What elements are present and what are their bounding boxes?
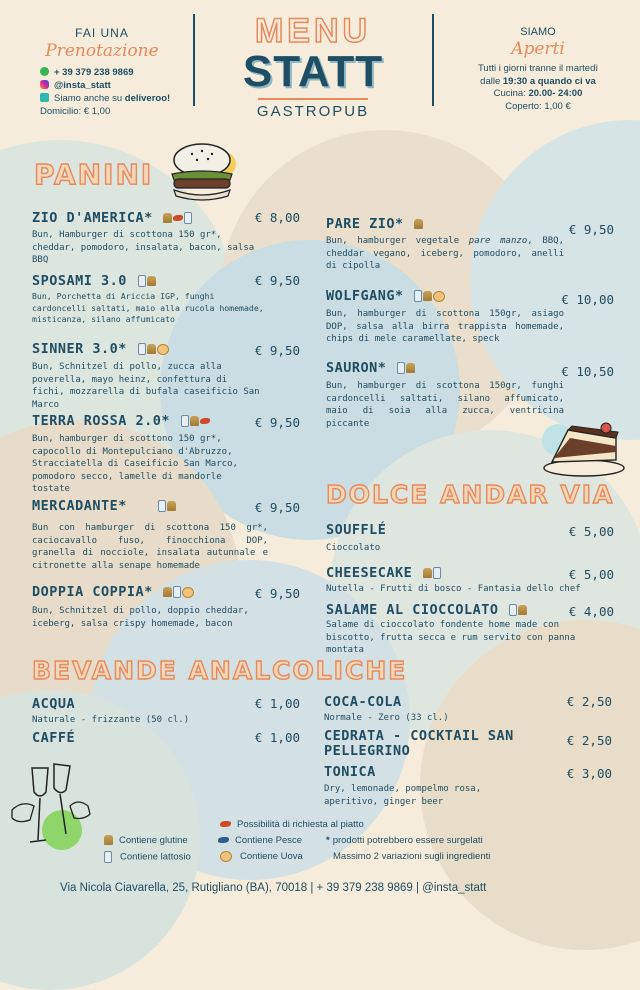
item-price: € 3,00: [566, 766, 612, 781]
contact-list: [22, 66, 182, 118]
lactose-icon: [138, 275, 146, 287]
item-name: WOLFGANG*: [326, 288, 404, 304]
egg-icon: [157, 344, 169, 355]
legend-lattosio: Contiene lattosio: [104, 851, 191, 863]
allergen-icons: [509, 604, 528, 616]
menu-item: [32, 584, 300, 630]
allergen-icons: [414, 219, 424, 230]
lactose-icon: [104, 851, 112, 863]
item-description: Bun, Schnitzel di pollo, doppio cheddar, iceberg, salsa crispy homemade, bacon: [32, 606, 249, 629]
item-name: SALAME AL CIOCCOLATO: [326, 602, 499, 618]
menu-item: [326, 288, 614, 346]
gluten-icon: [104, 835, 113, 845]
allergen-icons: [158, 500, 177, 512]
item-price: € 5,00: [568, 567, 614, 582]
fish-icon: [173, 215, 183, 221]
menu-item: [32, 730, 300, 746]
item-name: ACQUA: [32, 696, 76, 712]
delivery-prefix: Siamo anche su: [54, 93, 125, 104]
item-name: PARE ZIO*: [326, 216, 404, 232]
menu-item: [32, 696, 300, 727]
item-name: MERCADANTE*: [32, 498, 127, 514]
lactose-icon: [173, 586, 181, 598]
item-price: € 10,00: [561, 292, 614, 307]
item-name: TONICA: [324, 764, 376, 780]
phone-number: + 39 379 238 9869: [54, 67, 134, 78]
lactose-icon: [181, 415, 189, 427]
delivery-fee: Domicilio: € 1,00: [40, 106, 111, 117]
legend-glutine: Contiene glutine: [104, 835, 188, 846]
section-title-panini: PANINI: [34, 158, 154, 191]
phone-row[interactable]: [40, 66, 182, 79]
reservation-line2: Prenotazione: [45, 41, 159, 61]
menu-item: [32, 273, 300, 326]
item-name: CEDRATA - COCKTAIL SAN PELLEGRINO: [324, 728, 514, 759]
allergen-icons: [181, 415, 211, 427]
open-line1: SIAMO: [520, 26, 556, 38]
legend-surgelati: * prodotti potrebbero essere surgelati: [326, 835, 483, 846]
toast-illustration: [4, 760, 96, 856]
item-name: SPOSAMI 3.0: [32, 273, 127, 289]
item-price: € 9,50: [254, 500, 300, 515]
gluten-icon: [147, 344, 156, 354]
item-description: Bun, hamburger di scottona 150gr, funghi cardoncelli saltati, silano affumicato, maio di soia alla zucca, ventricina piccante: [326, 381, 564, 429]
gluten-icon: [147, 276, 156, 286]
item-description: Bun, hamburger di scottono 150 gr*, capocollo di Montepulciano d'Abruzzo, Stracciatella di Caseificio San Marco, pomodoro secco, lamelle di mandorle tostate: [32, 434, 238, 494]
lactose-icon: [184, 212, 192, 224]
menu-item: [32, 413, 300, 496]
item-description: Salame di cioccolato fondente home made con biscotto, frutta secca e rum servito con panna montata: [326, 620, 576, 655]
legend-variazioni: Massimo 2 variazioni sugli ingredienti: [333, 851, 491, 862]
gluten-icon: [163, 213, 172, 223]
gluten-icon: [167, 501, 176, 511]
item-price: € 9,50: [568, 222, 614, 237]
item-price: € 9,50: [254, 273, 300, 288]
instagram-icon: [40, 80, 49, 89]
gluten-icon: [518, 605, 527, 615]
cover-charge: Coperto: 1,00 €: [505, 100, 571, 112]
gluten-icon: [406, 363, 415, 373]
item-description: Bun, Hamburger di scottona 150 gr*, cheddar, pomodoro, insalata, bacon, salsa BBQ: [32, 230, 255, 265]
menu-item: [326, 522, 614, 555]
whatsapp-icon: [40, 67, 49, 76]
item-description: Nutella - Frutti di bosco - Fantasia dello chef: [326, 584, 581, 594]
section-title-bevande: BEVANDE ANALCOLICHE: [32, 656, 408, 685]
header-divider-right: [432, 14, 434, 106]
item-name: CHEESECAKE: [326, 565, 413, 581]
item-price: € 9,50: [254, 586, 300, 601]
instagram-handle: @insta_statt: [54, 80, 111, 91]
item-description: Normale - Zero (33 cl.): [324, 713, 449, 723]
menu-item: [324, 729, 612, 759]
allergen-icons: [414, 290, 446, 302]
item-price: € 2,50: [566, 733, 612, 748]
item-description: Dry, lemonade, pompelmo rosa, aperitivo, ginger beer: [324, 784, 482, 807]
item-name: SOUFFLÉ: [326, 522, 387, 538]
item-price: € 10,50: [561, 364, 614, 379]
item-price: € 9,50: [254, 343, 300, 358]
menu-item: [326, 565, 614, 596]
item-price: € 9,50: [254, 415, 300, 430]
item-name: COCA-COLA: [324, 694, 402, 710]
gluten-icon: [423, 291, 432, 301]
item-description: Naturale - frizzante (50 cl.): [32, 715, 190, 725]
egg-icon: [182, 587, 194, 598]
item-price: € 5,00: [568, 524, 614, 539]
item-name: SAURON*: [326, 360, 387, 376]
item-description: Bun, hamburger di scottona 150gr, asiago DOP, salsa alla birra trappista homemade, chips di mele caramellate, speck: [326, 309, 564, 344]
delivery-row[interactable]: [40, 92, 182, 105]
footer-contact: Via Nicola Ciavarella, 25, Rutigliano (BA), 70018 | + 39 379 238 9869 | @insta_statt: [60, 882, 487, 894]
hours-line1: Tutti i giorni tranne il martedì: [477, 63, 599, 74]
allergen-icons: [138, 343, 170, 355]
allergen-icons: [163, 212, 193, 224]
burger-illustration: [162, 142, 244, 208]
menu-item: [324, 694, 612, 725]
allergen-icons: [138, 275, 157, 287]
fish-icon: [200, 418, 210, 424]
menu-item: [326, 602, 614, 657]
reservation-block: [22, 26, 182, 118]
menu-item: [32, 341, 300, 411]
gluten-icon: [414, 219, 423, 229]
item-price: € 2,50: [566, 694, 612, 709]
menu-item: [32, 210, 300, 267]
gluten-icon: [190, 416, 199, 426]
item-description: Bun, Porchetta di Ariccia IGP, funghi cardoncelli saltati, maio alla rucola homemade, misticanza, silano affumicato: [32, 291, 264, 324]
fish-icon: [218, 837, 229, 843]
header-divider-left: [193, 14, 195, 106]
item-description: Bun, hamburger vegetale pare manzo, BBQ, cheddar vegano, iceberg, pomodoro, anelli di cipolla: [326, 236, 564, 271]
allergen-icons: [163, 586, 195, 598]
brand-name: STATT: [242, 47, 384, 96]
kitchen-hours: Cucina: 20.00- 24:00: [493, 88, 583, 99]
legend-uova: Contiene Uova: [220, 851, 303, 862]
menu-title: MENU: [254, 12, 372, 50]
item-price: € 8,00: [254, 210, 300, 225]
item-name: CAFFÉ: [32, 730, 76, 746]
hours-line2: dalle 19:30 a quando ci va: [480, 75, 596, 87]
delivery-name: deliveroo!: [124, 93, 171, 104]
item-price: € 4,00: [568, 604, 614, 619]
reservation-line1: FAI UNA: [75, 26, 129, 40]
cake-illustration: [538, 418, 628, 480]
gluten-icon: [163, 587, 172, 597]
plate-icon: [220, 821, 231, 827]
lactose-icon: [397, 362, 405, 374]
item-description: Bun con hamburger di scottona 150 gr*, caciocavallo fuso, finocchiona DOP, granella di nocciole, insalata autunnale e citronette alla senape homemade: [32, 523, 268, 571]
item-name: SINNER 3.0*: [32, 341, 127, 357]
lactose-icon: [158, 500, 166, 512]
asterisk-icon: *: [326, 835, 330, 846]
item-name: ZIO D'AMERICA*: [32, 210, 153, 226]
lactose-icon: [433, 567, 441, 579]
section-title-dolce: DOLCE ANDAR VIA: [326, 480, 615, 509]
menu-item: [32, 498, 300, 572]
item-name: TERRA ROSSA 2.0*: [32, 413, 171, 429]
menu-item: [324, 764, 612, 808]
item-description: Cioccolato: [326, 543, 381, 553]
item-description: Bun, Schnitzel di pollo, zucca alla poverella, mayo heinz, confettura di fichi, mozzarella di bufala caseificio San Marco: [32, 362, 260, 410]
logo-underline: [258, 98, 368, 100]
item-name: DOPPIA COPPIA*: [32, 584, 153, 600]
legend-piatto: Possibilità di richiesta al piatto: [220, 819, 364, 830]
menu-item: [326, 216, 614, 273]
allergen-icons: [397, 362, 416, 374]
gluten-icon: [423, 568, 432, 578]
lactose-icon: [414, 290, 422, 302]
egg-icon: [433, 291, 445, 302]
legend-pesce: Contiene Pesce: [218, 835, 302, 846]
lactose-icon: [509, 604, 517, 616]
lactose-icon: [138, 343, 146, 355]
instagram-row[interactable]: [40, 79, 182, 92]
item-price: € 1,00: [254, 730, 300, 745]
tagline: GASTROPUB: [256, 103, 370, 120]
item-price: € 1,00: [254, 696, 300, 711]
deliveroo-icon: [40, 93, 49, 102]
allergen-icons: [423, 567, 442, 579]
egg-icon: [220, 851, 232, 862]
opening-hours-block: [452, 26, 624, 113]
open-line2: Aperti: [511, 39, 565, 59]
logo-block: [200, 12, 426, 120]
